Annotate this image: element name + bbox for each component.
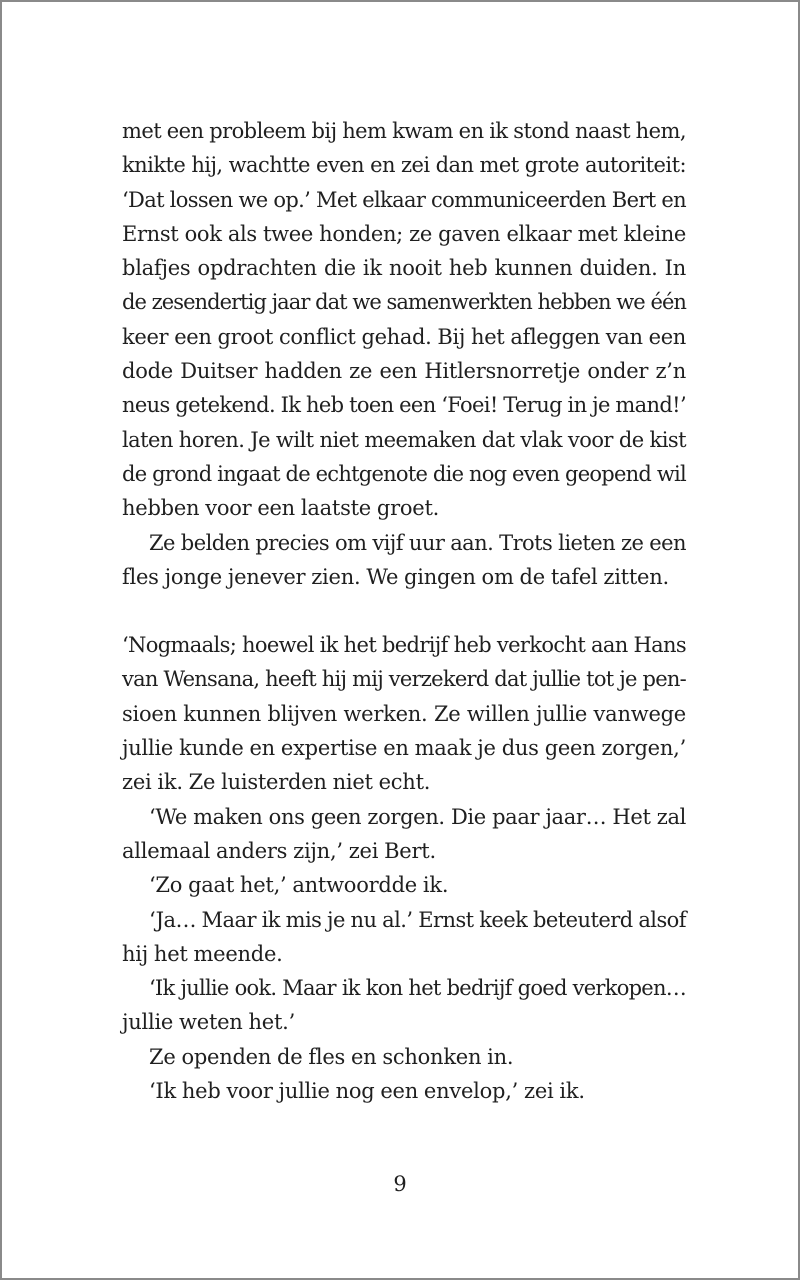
section-break — [122, 594, 686, 628]
text-line: fles jonge jenever zien. We gingen om de tafel zitten. — [122, 564, 669, 589]
text-line: blafjes opdrachten die ik nooit heb kunnen duiden. In — [122, 256, 686, 281]
text-line: ‘Ik jullie ook. Maar ik kon het bedrijf goed verkopen… — [149, 976, 686, 1001]
paragraph — [122, 868, 686, 902]
text-line: sioen kunnen blijven werken. Ze willen jullie vanwege — [122, 701, 686, 726]
text-line: hij het meende. — [122, 941, 283, 966]
body-text — [122, 114, 686, 1108]
text-line: laten horen. Je wilt niet meemaken dat vlak voor de kist — [122, 427, 686, 452]
paragraph — [122, 1074, 686, 1108]
paragraph — [122, 903, 686, 972]
text-line: allemaal anders zijn,’ zei Bert. — [122, 838, 436, 863]
page-number: 9 — [393, 1172, 407, 1196]
text-line: jullie kunde en expertise en maak je dus geen zorgen,’ — [122, 736, 686, 761]
paragraph — [122, 526, 686, 595]
text-line: van Wensana, heeft hij mij verzekerd dat jullie tot je pen- — [122, 667, 686, 692]
paragraph — [122, 800, 686, 869]
text-line: ‘Dat lossen we op.’ Met elkaar communiceerden Bert en — [122, 187, 686, 212]
text-line: keer een groot conflict gehad. Bij het afleggen van een — [122, 324, 686, 349]
paragraph — [122, 971, 686, 1040]
text-line: ‘Nogmaals; hoewel ik het bedrijf heb verkocht aan Hans — [122, 633, 686, 658]
text-line: Ze belden precies om vijf uur aan. Trots lieten ze een — [149, 530, 686, 555]
paragraph — [122, 628, 686, 799]
text-line: ‘Ik heb voor jullie nog een envelop,’ zei ik. — [149, 1079, 585, 1104]
text-line: de grond ingaat de echtgenote die nog even geopend wil — [122, 461, 686, 486]
text-line: ‘We maken ons geen zorgen. Die paar jaar… Het zal — [149, 804, 686, 829]
text-line: ‘Zo gaat het,’ antwoordde ik. — [149, 873, 449, 898]
text-line: Ernst ook als twee honden; ze gaven elkaar met kleine — [122, 221, 686, 246]
text-line: zei ik. Ze luisterden niet echt. — [122, 770, 431, 795]
text-line: de zesendertig jaar dat we samenwerkten hebben we één — [122, 290, 686, 315]
text-line: met een probleem bij hem kwam en ik stond naast hem, — [122, 119, 686, 143]
text-line: hebben voor een laatste groet. — [122, 496, 440, 521]
text-line: knikte hij, wachtte even en zei dan met grote autoriteit: — [122, 153, 686, 178]
text-line: neus getekend. Ik heb toen een ‘Foei! Terug in je mand!’ — [122, 393, 686, 418]
text-line: ‘Ja… Maar ik mis je nu al.’ Ernst keek beteuterd alsof — [149, 907, 686, 932]
text-line: Ze openden de fles en schonken in. — [149, 1044, 514, 1069]
paragraph — [122, 1040, 686, 1074]
paragraph — [122, 114, 686, 526]
text-line: dode Duitser hadden ze een Hitlersnorretje onder z’n — [122, 359, 686, 384]
text-line: jullie weten het.’ — [122, 1010, 295, 1035]
